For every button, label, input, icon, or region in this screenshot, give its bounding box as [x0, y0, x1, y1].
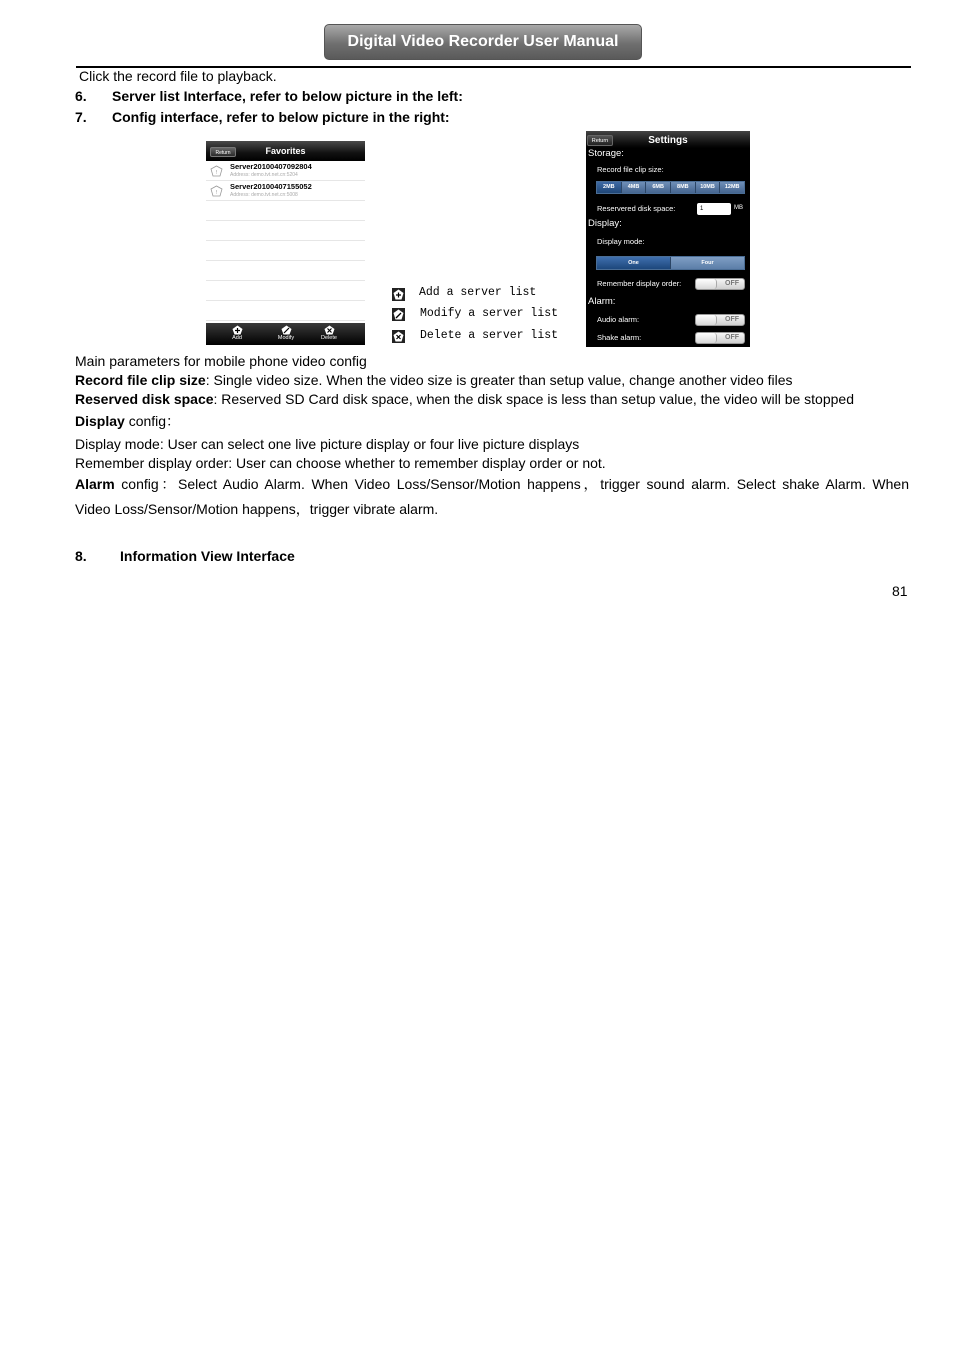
reserved-space-input[interactable]: 1	[697, 203, 731, 215]
alarm-paragraph	[75, 476, 909, 493]
clip-size-option[interactable]: 8MB	[670, 182, 695, 193]
server-list-item[interactable]	[206, 161, 365, 181]
shake-alarm-toggle[interactable]	[695, 332, 745, 344]
server-address: Address: demo.tvt.net.cn:5008	[230, 192, 298, 198]
clip-size-option[interactable]: 10MB	[695, 182, 720, 193]
add-server-icon	[392, 288, 405, 301]
empty-row	[206, 261, 365, 281]
display-mode-option[interactable]: Four	[670, 257, 744, 269]
page-number: 81	[892, 583, 908, 599]
delete-button[interactable]	[315, 324, 343, 344]
step-text: Config interface, refer to below picture in the right:	[112, 109, 450, 125]
alarm-paragraph-cont: Video Loss/Sensor/Motion happens，trigger vibrate alarm.	[75, 501, 439, 517]
record-clip-desc: : Single video size. When the video size is greater than setup value, change another video files	[205, 372, 793, 388]
delete-label: Delete	[321, 335, 337, 341]
clip-size-selector[interactable]	[596, 181, 745, 194]
step-number: 7.	[75, 109, 87, 125]
toggle-knob	[696, 315, 717, 325]
display-mode-option[interactable]: One	[597, 257, 670, 269]
manual-title: Digital Video Recorder User Manual	[324, 24, 642, 60]
settings-navbar	[586, 131, 750, 148]
empty-row	[206, 221, 365, 241]
reserved-space-unit: MB	[734, 205, 743, 211]
display-config-suffix: config：	[124, 413, 181, 429]
modify-label: Modify	[277, 335, 295, 341]
remember-order-toggle[interactable]	[695, 278, 745, 290]
return-button[interactable]: Return	[587, 135, 613, 146]
audio-alarm-toggle[interactable]	[695, 314, 745, 326]
reserved-space-term: Reserved disk space	[75, 391, 214, 407]
display-mode-selector[interactable]	[596, 256, 745, 270]
svg-text:!: !	[215, 190, 218, 196]
empty-row	[206, 241, 365, 261]
empty-row	[206, 201, 365, 221]
favorites-navbar	[206, 141, 365, 161]
legend-delete-text: Delete a server list	[420, 329, 559, 342]
clip-size-option[interactable]: 12MB	[719, 182, 744, 193]
shake-alarm-label: Shake alarm:	[597, 333, 642, 342]
server-icon	[210, 185, 223, 197]
modify-server-icon	[392, 308, 405, 321]
toggle-state: OFF	[725, 334, 739, 341]
toggle-state: OFF	[725, 316, 739, 323]
reserved-space-label: Reservered disk space:	[597, 204, 676, 213]
reserved-space-desc: : Reserved SD Card disk space, when the disk space is less than setup value, the video will be stopped	[213, 391, 854, 407]
favorites-toolbar	[206, 323, 365, 345]
settings-title: Settings	[648, 135, 688, 146]
audio-alarm-label: Audio alarm:	[597, 315, 640, 324]
add-button[interactable]	[223, 324, 251, 344]
display-term: Display	[75, 413, 125, 429]
record-clip-paragraph	[75, 372, 793, 389]
step-number: 6.	[75, 88, 87, 104]
empty-row	[206, 301, 365, 321]
clip-size-option[interactable]: 2MB	[597, 182, 621, 193]
add-label: Add	[232, 335, 242, 341]
clip-size-label: Record file clip size:	[597, 165, 664, 174]
server-list-item[interactable]	[206, 181, 365, 201]
server-name: Server20100407155052	[230, 182, 312, 191]
clip-size-option[interactable]: 4MB	[621, 182, 646, 193]
main-params-text: Main parameters for mobile phone video config	[75, 353, 367, 369]
favorites-screenshot	[206, 141, 365, 345]
toggle-state: OFF	[725, 280, 739, 287]
legend-add-text: Add a server list	[419, 286, 537, 299]
step-text: Server list Interface, refer to below picture in the left:	[112, 88, 463, 104]
server-name: Server20100407092804	[230, 162, 312, 171]
server-address: Address: demo.tvt.net.cn:5204	[230, 172, 298, 178]
clip-size-option[interactable]: 6MB	[645, 182, 670, 193]
intro-text: Click the record file to playback.	[79, 68, 277, 84]
step-text: Information View Interface	[120, 548, 295, 564]
modify-icon	[281, 325, 292, 335]
reserved-space-paragraph	[75, 391, 854, 408]
record-clip-term: Record file clip size	[75, 372, 206, 388]
favorites-title: Favorites	[265, 146, 306, 156]
legend-modify-text: Modify a server list	[420, 307, 559, 320]
empty-row	[206, 281, 365, 301]
step-number: 8.	[75, 548, 87, 564]
alarm-heading: Alarm:	[588, 296, 616, 307]
modify-button[interactable]	[272, 324, 300, 344]
display-mode-text: Display mode: User can select one live picture display or four live picture displays	[75, 436, 580, 452]
display-mode-label: Display mode:	[597, 237, 645, 246]
alarm-term: Alarm	[75, 476, 115, 492]
storage-heading: Storage:	[588, 148, 624, 159]
settings-screenshot	[586, 131, 750, 347]
add-icon	[232, 325, 243, 335]
return-button[interactable]: Return	[210, 147, 236, 157]
svg-text:!: !	[215, 170, 218, 176]
remember-order-text: Remember display order: User can choose whether to remember display order or not.	[75, 455, 606, 471]
remember-order-label: Remember display order:	[597, 279, 682, 288]
alarm-desc: config：Select Audio Alarm. When Video Loss/Sensor/Motion happens，trigger sound alarm. Select shake Alarm. When	[114, 476, 909, 492]
delete-icon	[324, 325, 335, 335]
toggle-knob	[696, 279, 717, 289]
toggle-knob	[696, 333, 717, 343]
display-heading: Display:	[588, 218, 622, 229]
server-icon	[210, 165, 223, 177]
display-config-heading	[75, 413, 180, 430]
delete-server-icon	[392, 330, 405, 343]
